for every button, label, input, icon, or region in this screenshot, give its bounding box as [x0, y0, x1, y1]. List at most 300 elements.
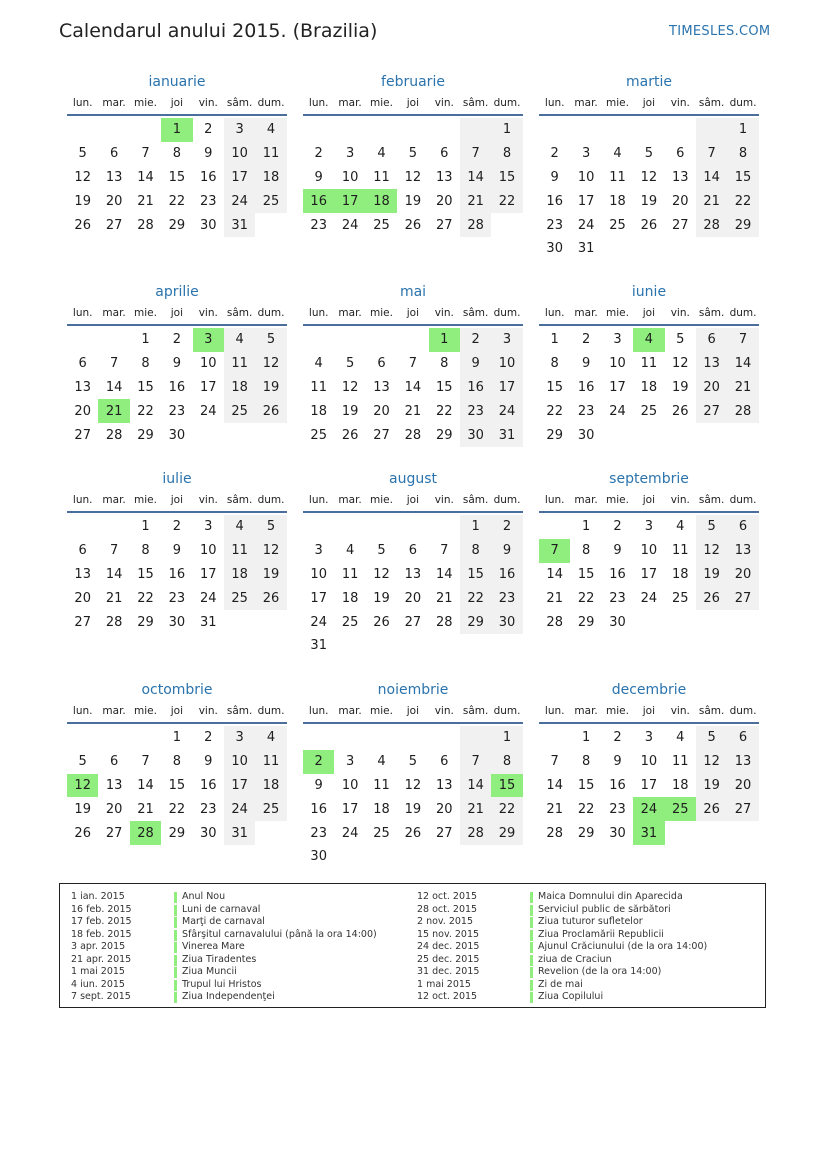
day-cell[interactable]: 9: [204, 146, 213, 162]
day-cell[interactable]: 10: [341, 169, 359, 185]
day-cell[interactable]: 26: [255, 399, 286, 423]
day-cell[interactable]: 26: [404, 217, 422, 233]
day-cell[interactable]: 1: [491, 118, 522, 142]
day-cell[interactable]: 24: [224, 797, 255, 821]
day-cell[interactable]: 28: [435, 614, 453, 630]
day-cell[interactable]: 11: [341, 566, 359, 582]
day-cell[interactable]: 28: [105, 427, 123, 443]
day-cell[interactable]: 21: [696, 189, 727, 213]
day-cell[interactable]: 3: [314, 543, 323, 559]
day-cell[interactable]: 18: [373, 801, 390, 817]
day-cell[interactable]: 10: [199, 543, 217, 559]
day-cell[interactable]: 20: [696, 376, 727, 400]
day-cell[interactable]: 31: [199, 614, 217, 630]
day-cell[interactable]: 10: [640, 543, 658, 559]
holiday-day[interactable]: 2: [303, 750, 334, 774]
day-cell[interactable]: 20: [727, 774, 758, 798]
day-cell[interactable]: 1: [550, 332, 559, 348]
day-cell[interactable]: 4: [377, 754, 386, 770]
day-cell[interactable]: 22: [727, 189, 758, 213]
day-cell[interactable]: 1: [141, 332, 150, 348]
day-cell[interactable]: 25: [310, 427, 327, 443]
day-cell[interactable]: 13: [373, 379, 390, 395]
day-cell[interactable]: 5: [255, 515, 286, 539]
day-cell[interactable]: 30: [199, 825, 217, 841]
day-cell[interactable]: 2: [550, 146, 559, 162]
day-cell[interactable]: 2: [172, 332, 181, 348]
day-cell[interactable]: 28: [546, 614, 563, 630]
day-cell[interactable]: 13: [105, 169, 123, 185]
day-cell[interactable]: 19: [640, 193, 658, 209]
day-cell[interactable]: 23: [310, 825, 327, 841]
day-cell[interactable]: 22: [491, 797, 522, 821]
day-cell[interactable]: 22: [491, 189, 522, 213]
day-cell[interactable]: 7: [460, 750, 491, 774]
day-cell[interactable]: 6: [408, 543, 417, 559]
day-cell[interactable]: 20: [435, 193, 453, 209]
site-link[interactable]: TIMESLES.COM: [669, 24, 771, 39]
day-cell[interactable]: 18: [671, 566, 689, 582]
day-cell[interactable]: 4: [255, 726, 286, 750]
day-cell[interactable]: 16: [546, 193, 563, 209]
day-cell[interactable]: 26: [373, 614, 390, 630]
day-cell[interactable]: 29: [491, 821, 522, 845]
day-cell[interactable]: 11: [224, 539, 255, 563]
day-cell[interactable]: 13: [671, 169, 689, 185]
day-cell[interactable]: 17: [640, 566, 658, 582]
day-cell[interactable]: 10: [577, 169, 595, 185]
day-cell[interactable]: 11: [373, 777, 390, 793]
holiday-day[interactable]: 24: [633, 797, 664, 821]
day-cell[interactable]: 28: [546, 825, 563, 841]
day-cell[interactable]: 14: [546, 566, 563, 582]
day-cell[interactable]: 8: [172, 146, 181, 162]
day-cell[interactable]: 6: [377, 356, 386, 372]
day-cell[interactable]: 20: [105, 801, 123, 817]
day-cell[interactable]: 9: [314, 777, 323, 793]
day-cell[interactable]: 30: [310, 849, 327, 865]
day-cell[interactable]: 26: [640, 217, 658, 233]
day-cell[interactable]: 21: [460, 797, 491, 821]
day-cell[interactable]: 10: [224, 750, 255, 774]
day-cell[interactable]: 19: [696, 563, 727, 587]
day-cell[interactable]: 7: [141, 754, 150, 770]
day-cell[interactable]: 4: [676, 519, 685, 535]
holiday-day[interactable]: 28: [130, 821, 161, 845]
day-cell[interactable]: 4: [377, 146, 386, 162]
day-cell[interactable]: 3: [613, 332, 622, 348]
day-cell[interactable]: 19: [696, 774, 727, 798]
day-cell[interactable]: 15: [460, 563, 491, 587]
day-cell[interactable]: 3: [491, 328, 522, 352]
day-cell[interactable]: 7: [408, 356, 417, 372]
day-cell[interactable]: 6: [676, 146, 685, 162]
day-cell[interactable]: 25: [341, 614, 359, 630]
day-cell[interactable]: 17: [640, 777, 658, 793]
day-cell[interactable]: 7: [460, 142, 491, 166]
day-cell[interactable]: 18: [341, 590, 359, 606]
day-cell[interactable]: 19: [255, 376, 286, 400]
day-cell[interactable]: 20: [435, 801, 453, 817]
day-cell[interactable]: 8: [141, 356, 150, 372]
day-cell[interactable]: 9: [172, 356, 181, 372]
day-cell[interactable]: 14: [435, 566, 453, 582]
day-cell[interactable]: 17: [224, 166, 255, 190]
day-cell[interactable]: 27: [671, 217, 689, 233]
day-cell[interactable]: 4: [345, 543, 355, 559]
day-cell[interactable]: 5: [255, 328, 286, 352]
day-cell[interactable]: 19: [341, 403, 359, 419]
holiday-day[interactable]: 3: [193, 328, 224, 352]
day-cell[interactable]: 12: [404, 777, 422, 793]
day-cell[interactable]: 19: [255, 563, 286, 587]
day-cell[interactable]: 24: [224, 189, 255, 213]
day-cell[interactable]: 4: [224, 515, 255, 539]
day-cell[interactable]: 16: [460, 376, 491, 400]
day-cell[interactable]: 27: [435, 825, 453, 841]
day-cell[interactable]: 1: [141, 519, 150, 535]
day-cell[interactable]: 24: [199, 590, 217, 606]
day-cell[interactable]: 22: [577, 590, 595, 606]
day-cell[interactable]: 13: [74, 566, 91, 582]
day-cell[interactable]: 19: [671, 379, 689, 395]
day-cell[interactable]: 5: [377, 543, 386, 559]
day-cell[interactable]: 12: [255, 539, 286, 563]
day-cell[interactable]: 8: [581, 754, 591, 770]
day-cell[interactable]: 18: [224, 563, 255, 587]
day-cell[interactable]: 20: [671, 193, 689, 209]
day-cell[interactable]: 14: [460, 166, 491, 190]
day-cell[interactable]: 6: [440, 754, 449, 770]
day-cell[interactable]: 24: [199, 403, 217, 419]
day-cell[interactable]: 29: [727, 213, 758, 237]
day-cell[interactable]: 22: [460, 586, 491, 610]
day-cell[interactable]: 23: [609, 590, 626, 606]
day-cell[interactable]: 25: [609, 217, 626, 233]
day-cell[interactable]: 6: [440, 146, 449, 162]
day-cell[interactable]: 31: [491, 423, 522, 447]
day-cell[interactable]: 20: [105, 193, 123, 209]
day-cell[interactable]: 2: [613, 519, 622, 535]
day-cell[interactable]: 26: [696, 797, 727, 821]
day-cell[interactable]: 24: [491, 399, 522, 423]
day-cell[interactable]: 30: [609, 825, 626, 841]
day-cell[interactable]: 18: [255, 166, 286, 190]
day-cell[interactable]: 3: [224, 118, 255, 142]
day-cell[interactable]: 23: [310, 217, 327, 233]
day-cell[interactable]: 21: [404, 403, 422, 419]
day-cell[interactable]: 27: [74, 427, 91, 443]
day-cell[interactable]: 6: [696, 328, 727, 352]
day-cell[interactable]: 5: [78, 146, 87, 162]
holiday-day[interactable]: 21: [98, 399, 129, 423]
day-cell[interactable]: 9: [613, 543, 622, 559]
day-cell[interactable]: 11: [255, 142, 286, 166]
day-cell[interactable]: 11: [640, 356, 658, 372]
day-cell[interactable]: 20: [74, 403, 91, 419]
day-cell[interactable]: 29: [168, 217, 186, 233]
day-cell[interactable]: 9: [491, 539, 522, 563]
day-cell[interactable]: 31: [224, 821, 255, 845]
day-cell[interactable]: 17: [491, 376, 522, 400]
day-cell[interactable]: 13: [404, 566, 422, 582]
holiday-day[interactable]: 18: [366, 189, 397, 213]
day-cell[interactable]: 19: [373, 590, 390, 606]
day-cell[interactable]: 22: [546, 403, 563, 419]
day-cell[interactable]: 14: [137, 777, 154, 793]
day-cell[interactable]: 13: [105, 777, 123, 793]
day-cell[interactable]: 15: [168, 777, 186, 793]
day-cell[interactable]: 5: [644, 146, 653, 162]
day-cell[interactable]: 28: [727, 399, 758, 423]
day-cell[interactable]: 16: [310, 801, 327, 817]
day-cell[interactable]: 22: [168, 801, 186, 817]
day-cell[interactable]: 20: [373, 403, 390, 419]
day-cell[interactable]: 1: [581, 730, 591, 746]
holiday-day[interactable]: 17: [334, 189, 365, 213]
day-cell[interactable]: 6: [727, 515, 758, 539]
day-cell[interactable]: 28: [137, 217, 154, 233]
day-cell[interactable]: 24: [577, 217, 595, 233]
day-cell[interactable]: 26: [404, 825, 422, 841]
day-cell[interactable]: 2: [314, 146, 323, 162]
day-cell[interactable]: 10: [199, 356, 217, 372]
day-cell[interactable]: 16: [609, 777, 626, 793]
day-cell[interactable]: 14: [727, 352, 758, 376]
day-cell[interactable]: 19: [74, 193, 91, 209]
day-cell[interactable]: 13: [696, 352, 727, 376]
day-cell[interactable]: 3: [204, 519, 213, 535]
day-cell[interactable]: 30: [460, 423, 491, 447]
day-cell[interactable]: 30: [609, 614, 626, 630]
day-cell[interactable]: 31: [310, 638, 327, 654]
day-cell[interactable]: 5: [696, 726, 727, 750]
day-cell[interactable]: 24: [609, 403, 626, 419]
day-cell[interactable]: 8: [550, 356, 559, 372]
day-cell[interactable]: 29: [460, 610, 491, 634]
day-cell[interactable]: 4: [224, 328, 255, 352]
day-cell[interactable]: 14: [696, 166, 727, 190]
day-cell[interactable]: 14: [137, 169, 154, 185]
day-cell[interactable]: 1: [581, 519, 591, 535]
day-cell[interactable]: 8: [141, 543, 150, 559]
day-cell[interactable]: 30: [199, 217, 217, 233]
day-cell[interactable]: 25: [224, 399, 255, 423]
day-cell[interactable]: 13: [435, 169, 453, 185]
day-cell[interactable]: 8: [727, 142, 758, 166]
day-cell[interactable]: 11: [671, 543, 689, 559]
day-cell[interactable]: 9: [314, 169, 323, 185]
day-cell[interactable]: 27: [373, 427, 390, 443]
day-cell[interactable]: 17: [224, 774, 255, 798]
day-cell[interactable]: 9: [172, 543, 181, 559]
day-cell[interactable]: 23: [491, 586, 522, 610]
holiday-day[interactable]: 15: [491, 774, 522, 798]
day-cell[interactable]: 11: [671, 754, 689, 770]
day-cell[interactable]: 17: [310, 590, 327, 606]
day-cell[interactable]: 6: [727, 726, 758, 750]
day-cell[interactable]: 7: [696, 142, 727, 166]
day-cell[interactable]: 20: [727, 563, 758, 587]
day-cell[interactable]: 24: [640, 590, 658, 606]
day-cell[interactable]: 6: [78, 543, 87, 559]
day-cell[interactable]: 9: [204, 754, 213, 770]
day-cell[interactable]: 30: [577, 427, 595, 443]
day-cell[interactable]: 25: [640, 403, 658, 419]
day-cell[interactable]: 8: [491, 750, 522, 774]
day-cell[interactable]: 5: [78, 754, 87, 770]
day-cell[interactable]: 30: [168, 427, 186, 443]
day-cell[interactable]: 12: [671, 356, 689, 372]
day-cell[interactable]: 16: [199, 777, 217, 793]
day-cell[interactable]: 10: [224, 142, 255, 166]
day-cell[interactable]: 21: [460, 189, 491, 213]
day-cell[interactable]: 18: [609, 193, 626, 209]
day-cell[interactable]: 21: [546, 590, 563, 606]
day-cell[interactable]: 8: [491, 142, 522, 166]
day-cell[interactable]: 17: [199, 379, 217, 395]
day-cell[interactable]: 7: [109, 543, 119, 559]
day-cell[interactable]: 8: [581, 543, 591, 559]
day-cell[interactable]: 1: [727, 118, 758, 142]
day-cell[interactable]: 22: [435, 403, 453, 419]
day-cell[interactable]: 29: [577, 614, 595, 630]
day-cell[interactable]: 26: [74, 825, 91, 841]
day-cell[interactable]: 2: [204, 122, 213, 138]
day-cell[interactable]: 25: [255, 189, 286, 213]
day-cell[interactable]: 27: [105, 217, 123, 233]
day-cell[interactable]: 29: [435, 427, 453, 443]
day-cell[interactable]: 5: [345, 356, 355, 372]
day-cell[interactable]: 9: [550, 169, 559, 185]
day-cell[interactable]: 2: [172, 519, 181, 535]
day-cell[interactable]: 23: [168, 590, 186, 606]
day-cell[interactable]: 23: [199, 801, 217, 817]
day-cell[interactable]: 10: [341, 777, 359, 793]
day-cell[interactable]: 29: [168, 825, 186, 841]
day-cell[interactable]: 15: [168, 169, 186, 185]
day-cell[interactable]: 27: [404, 614, 422, 630]
day-cell[interactable]: 12: [373, 566, 390, 582]
day-cell[interactable]: 7: [550, 754, 559, 770]
day-cell[interactable]: 11: [373, 169, 390, 185]
day-cell[interactable]: 3: [345, 754, 355, 770]
day-cell[interactable]: 11: [255, 750, 286, 774]
day-cell[interactable]: 28: [460, 213, 491, 237]
day-cell[interactable]: 14: [105, 379, 123, 395]
day-cell[interactable]: 15: [137, 566, 154, 582]
day-cell[interactable]: 21: [105, 590, 123, 606]
day-cell[interactable]: 19: [74, 801, 91, 817]
day-cell[interactable]: 26: [671, 403, 689, 419]
day-cell[interactable]: 24: [341, 825, 359, 841]
day-cell[interactable]: 28: [696, 213, 727, 237]
day-cell[interactable]: 12: [640, 169, 658, 185]
day-cell[interactable]: 5: [408, 754, 417, 770]
day-cell[interactable]: 29: [577, 825, 595, 841]
day-cell[interactable]: 18: [310, 403, 327, 419]
day-cell[interactable]: 16: [577, 379, 595, 395]
day-cell[interactable]: 3: [345, 146, 355, 162]
day-cell[interactable]: 27: [696, 399, 727, 423]
day-cell[interactable]: 18: [224, 376, 255, 400]
day-cell[interactable]: 2: [613, 730, 622, 746]
day-cell[interactable]: 8: [460, 539, 491, 563]
day-cell[interactable]: 20: [74, 590, 91, 606]
day-cell[interactable]: 4: [255, 118, 286, 142]
day-cell[interactable]: 29: [137, 427, 154, 443]
day-cell[interactable]: 23: [199, 193, 217, 209]
day-cell[interactable]: 7: [440, 543, 449, 559]
holiday-day[interactable]: 1: [161, 118, 192, 142]
day-cell[interactable]: 15: [546, 379, 563, 395]
day-cell[interactable]: 28: [404, 427, 422, 443]
day-cell[interactable]: 13: [74, 379, 91, 395]
holiday-day[interactable]: 7: [539, 539, 570, 563]
day-cell[interactable]: 18: [671, 777, 689, 793]
day-cell[interactable]: 7: [727, 328, 758, 352]
day-cell[interactable]: 15: [491, 166, 522, 190]
day-cell[interactable]: 28: [460, 821, 491, 845]
day-cell[interactable]: 3: [644, 730, 653, 746]
day-cell[interactable]: 27: [105, 825, 123, 841]
day-cell[interactable]: 12: [255, 352, 286, 376]
day-cell[interactable]: 3: [581, 146, 591, 162]
day-cell[interactable]: 3: [224, 726, 255, 750]
day-cell[interactable]: 30: [168, 614, 186, 630]
day-cell[interactable]: 1: [172, 730, 181, 746]
day-cell[interactable]: 7: [141, 146, 150, 162]
day-cell[interactable]: 4: [613, 146, 622, 162]
day-cell[interactable]: 16: [168, 379, 186, 395]
day-cell[interactable]: 9: [581, 356, 591, 372]
day-cell[interactable]: 27: [74, 614, 91, 630]
day-cell[interactable]: 23: [609, 801, 626, 817]
day-cell[interactable]: 17: [609, 379, 626, 395]
day-cell[interactable]: 12: [74, 169, 91, 185]
day-cell[interactable]: 25: [255, 797, 286, 821]
day-cell[interactable]: 12: [404, 169, 422, 185]
day-cell[interactable]: 1: [460, 515, 491, 539]
day-cell[interactable]: 7: [109, 356, 119, 372]
day-cell[interactable]: 25: [373, 217, 390, 233]
day-cell[interactable]: 14: [404, 379, 422, 395]
day-cell[interactable]: 23: [168, 403, 186, 419]
day-cell[interactable]: 9: [460, 352, 491, 376]
day-cell[interactable]: 13: [435, 777, 453, 793]
day-cell[interactable]: 21: [137, 801, 154, 817]
day-cell[interactable]: 15: [435, 379, 453, 395]
day-cell[interactable]: 21: [435, 590, 453, 606]
day-cell[interactable]: 14: [460, 774, 491, 798]
day-cell[interactable]: 15: [577, 777, 595, 793]
day-cell[interactable]: 16: [491, 563, 522, 587]
day-cell[interactable]: 25: [373, 825, 390, 841]
day-cell[interactable]: 3: [644, 519, 653, 535]
day-cell[interactable]: 30: [491, 610, 522, 634]
day-cell[interactable]: 15: [137, 379, 154, 395]
day-cell[interactable]: 12: [696, 539, 727, 563]
day-cell[interactable]: 21: [727, 376, 758, 400]
day-cell[interactable]: 14: [105, 566, 123, 582]
day-cell[interactable]: 30: [546, 241, 563, 257]
day-cell[interactable]: 19: [404, 193, 422, 209]
day-cell[interactable]: 10: [491, 352, 522, 376]
day-cell[interactable]: 12: [696, 750, 727, 774]
day-cell[interactable]: 10: [609, 356, 626, 372]
day-cell[interactable]: 21: [546, 801, 563, 817]
day-cell[interactable]: 24: [341, 217, 359, 233]
